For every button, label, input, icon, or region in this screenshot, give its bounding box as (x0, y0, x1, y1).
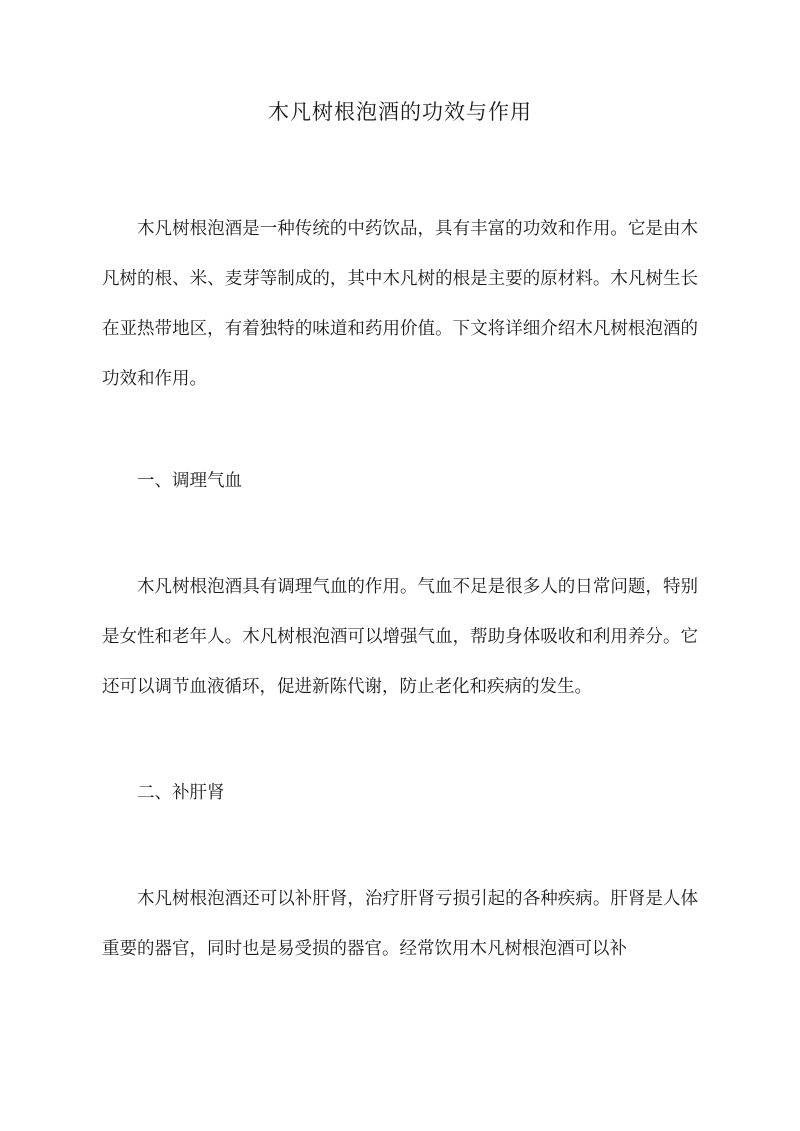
section-heading-1: 一、调理气血 (137, 471, 242, 491)
page-title: 木凡树根泡酒的功效与作用 (268, 100, 532, 124)
section-body-1: 木凡树根泡酒具有调理气血的作用。气血不足是很多人的日常问题，特别是女性和老年人。木凡树根泡酒可以增强气血，帮助身体吸收和利用养分。它还可以调节血液循环，促进新陈代谢，防止老化和疾病的发生。 (102, 577, 698, 697)
intro-paragraph: 木凡树根泡酒是一种传统的中药饮品，具有丰富的功效和作用。它是由木凡树的根、米、麦芽等制成的，其中木凡树的根是主要的原材料。木凡树生长在亚热带地区，有着独特的味道和药用价值。下文将详细介绍木凡树根泡酒的功效和作用。 (102, 219, 698, 389)
section-heading-2: 二、补肝肾 (137, 783, 225, 803)
section-body-2: 木凡树根泡酒还可以补肝肾，治疗肝肾亏损引起的各种疾病。肝肾是人体重要的器官，同时也是易受损的器官。经常饮用木凡树根泡酒可以补 (102, 889, 698, 959)
